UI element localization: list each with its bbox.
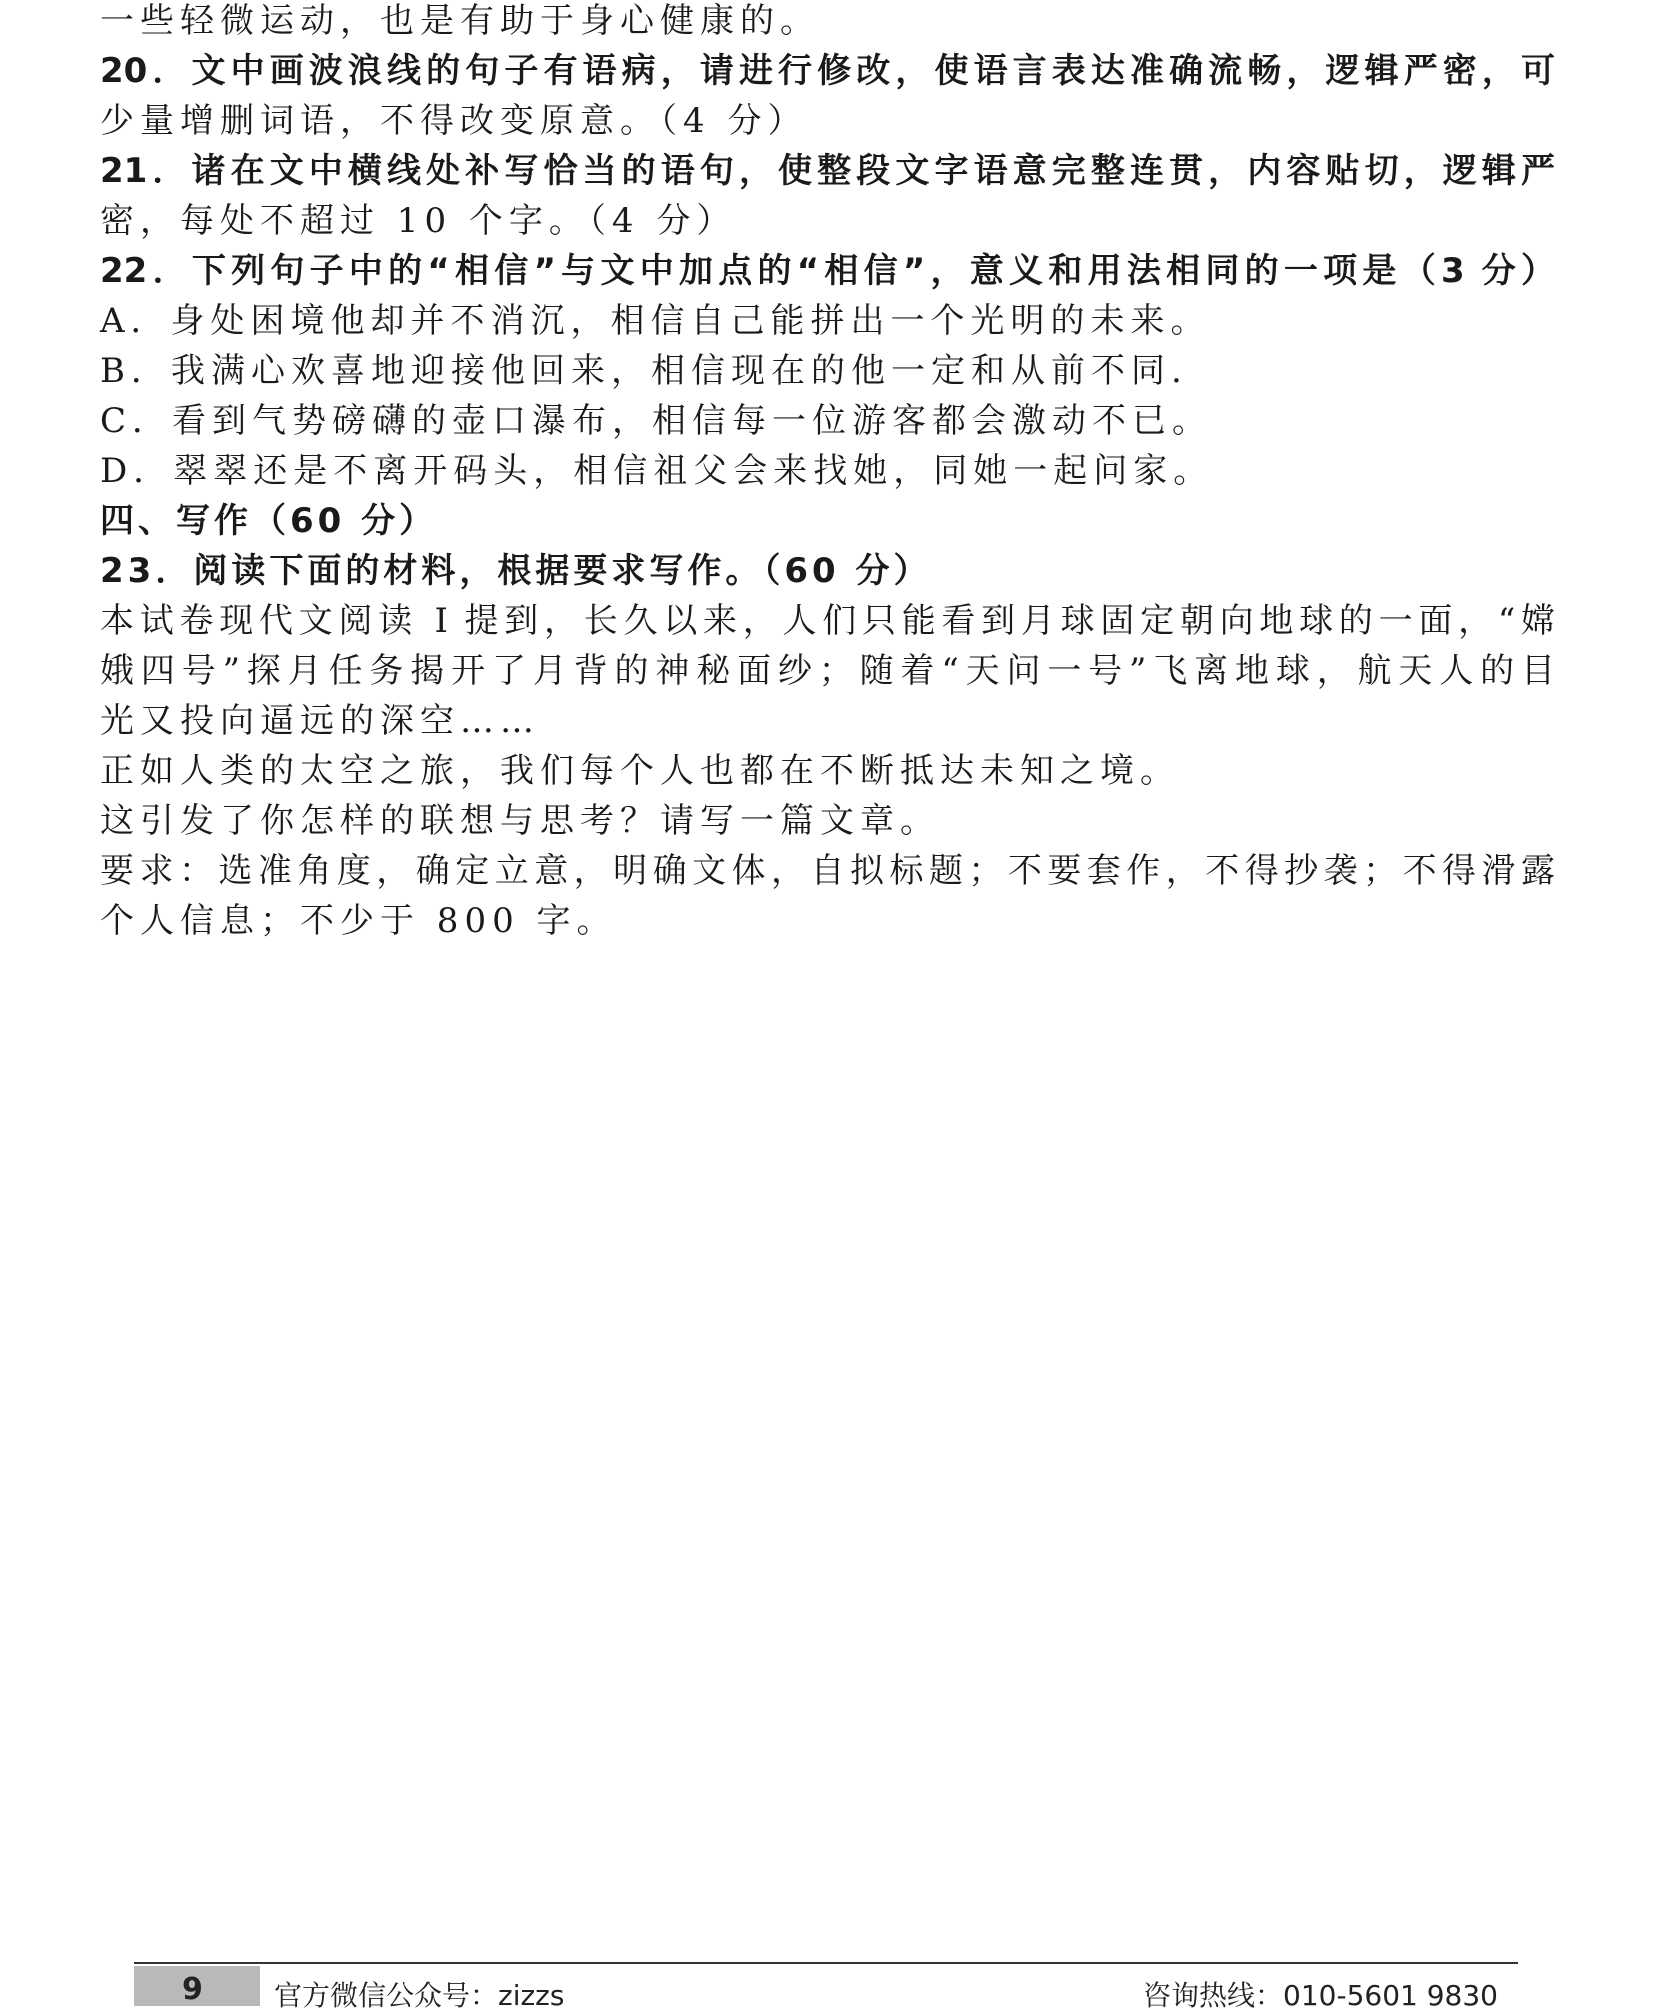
question-20-line-2: 少量增删词语，不得改变原意。（4 分）: [100, 101, 808, 141]
material-line-3: 光又投向逼远的深空……: [100, 701, 540, 741]
requirements-line-1: 要求：选准角度，确定立意，明确文体，自拟标题；不要套作，不得抄袭；不得滑露: [100, 851, 1555, 891]
material-line-5: 这引发了你怎样的联想与思考？请写一篇文章。: [100, 801, 940, 841]
option-d: D．翠翠还是不离开码头，相信祖父会来找她，同她一起问家。: [100, 451, 1214, 491]
material-line-1: 本试卷现代文阅读 I 提到，长久以来，人们只能看到月球固定朝向地球的一面，“嫦: [100, 601, 1555, 641]
question-21-line-1: 21．诸在文中横线处补写恰当的语句，使整段文字语意完整连贯，内容贴切，逻辑严: [100, 151, 1555, 191]
option-c: C．看到气势磅礴的壶口瀑布，相信每一位游客都会激动不已。: [100, 401, 1213, 441]
question-23-stem: 23．阅读下面的材料，根据要求写作。（60 分）: [100, 551, 932, 591]
section-heading-writing: 四、写作（60 分）: [100, 501, 438, 541]
page-number: 9: [182, 1972, 203, 2007]
material-line-2: 娥四号”探月任务揭开了月背的神秘面纱；随着“天问一号”飞离地球，航天人的目: [100, 651, 1555, 691]
option-a: A．身处困境他却并不消沉，相信自己能拼出一个光明的未来。: [100, 301, 1211, 341]
page-footer: [134, 1962, 1518, 2012]
question-20-line-1: 20．文中画波浪线的句子有语病，请进行修改，使语言表达准确流畅，逻辑严密，可: [100, 51, 1555, 91]
text-line: 一些轻微运动，也是有助于身心健康的。: [100, 1, 820, 41]
footer-hotline-text: 咨询热线：010-5601 9830: [1143, 1979, 1498, 2012]
footer-wechat-text: 官方微信公众号：zizzs: [274, 1979, 565, 2012]
question-21-line-2: 密，每处不超过 10 个字。（4 分）: [100, 201, 737, 241]
requirements-line-2: 个人信息；不少于 800 字。: [100, 901, 617, 941]
material-line-4: 正如人类的太空之旅，我们每个人也都在不断抵达未知之境。: [100, 751, 1180, 791]
page-number-box: [134, 1966, 260, 2006]
question-22-stem: 22．下列句子中的“相信”与文中加点的“相信”，意义和用法相同的一项是（3 分）: [100, 251, 1555, 291]
document-body: [100, 0, 1555, 946]
option-b: B．我满心欢喜地迎接他回来，相信现在的他一定和从前不同.: [100, 351, 1188, 391]
